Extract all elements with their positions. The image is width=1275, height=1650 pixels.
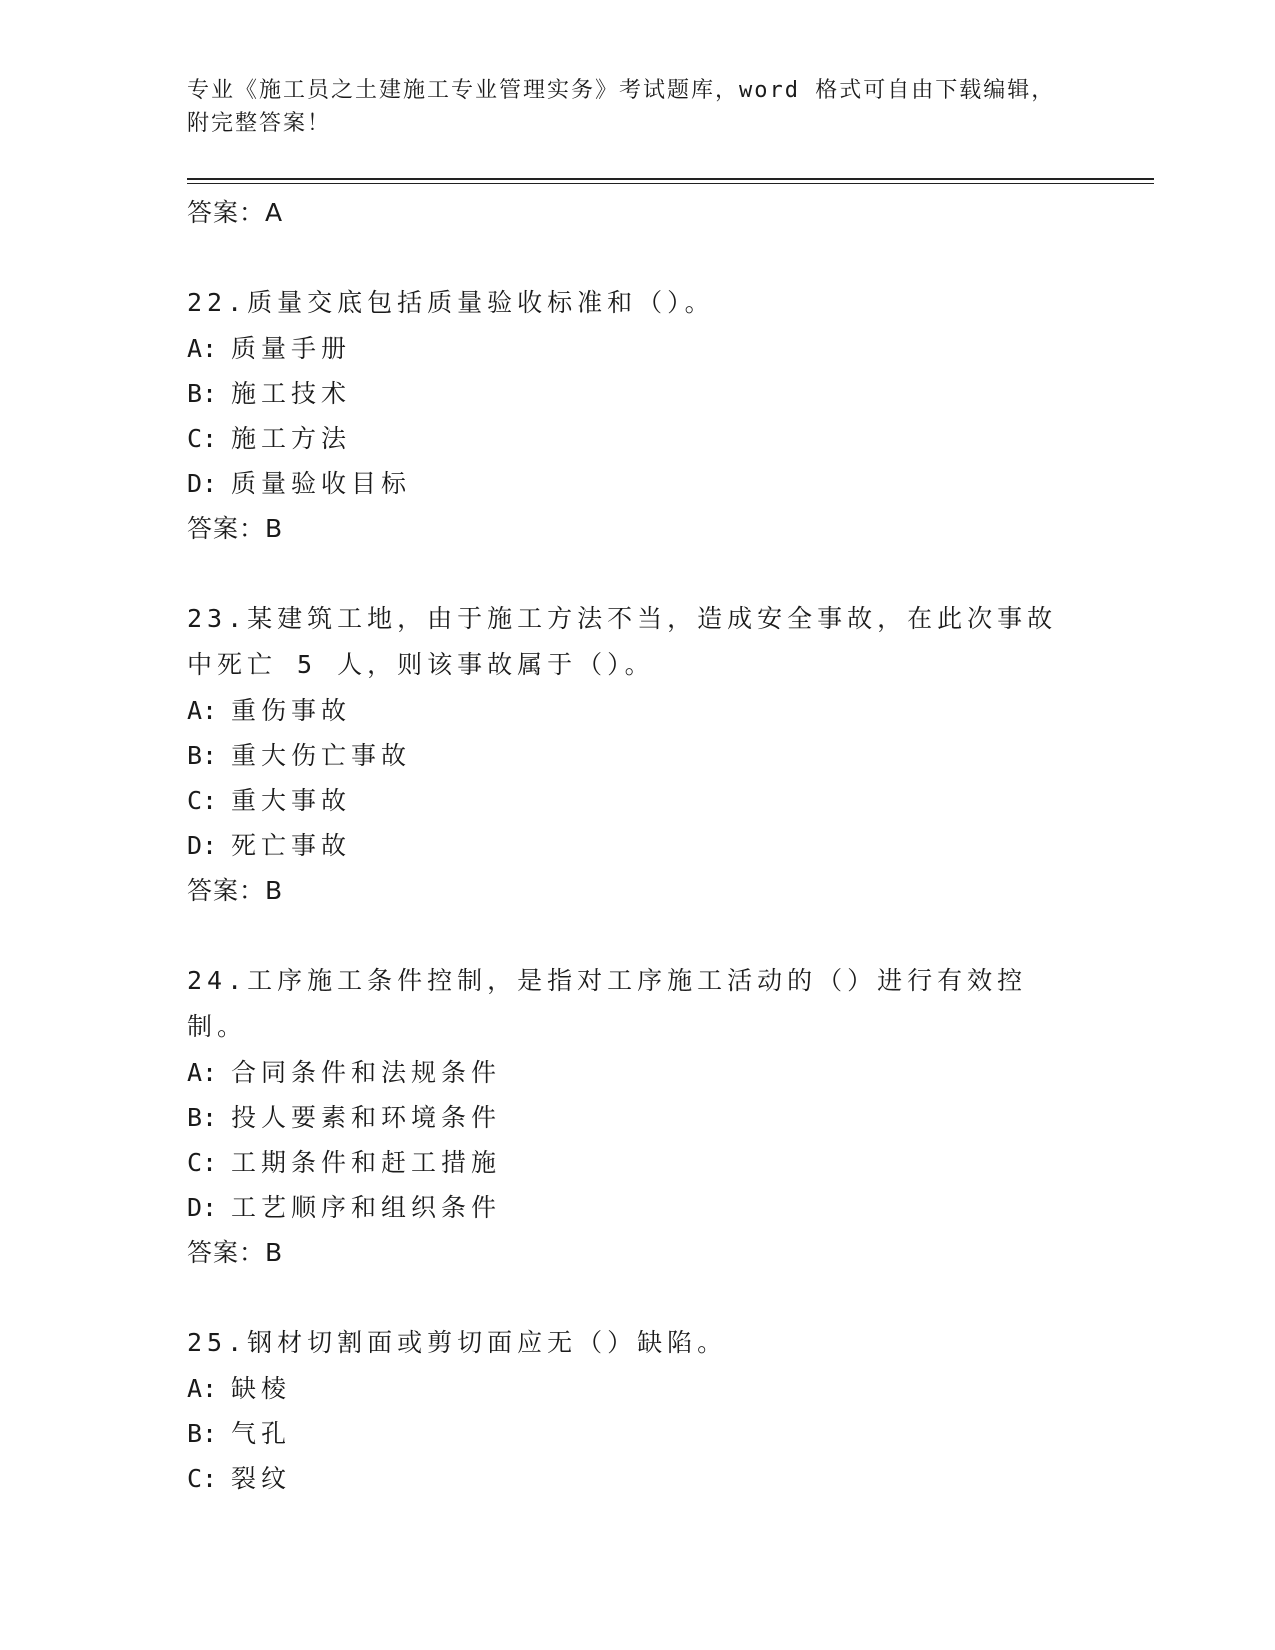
question-text: 25.钢材切割面或剪切面应无（）缺陷。 xyxy=(187,1328,728,1357)
option-b xyxy=(187,371,1154,416)
question-block xyxy=(187,1320,1154,1501)
option-letter: B: xyxy=(187,379,218,408)
document-header: 专业《施工员之土建施工专业管理实务》考试题库，word 格式可自由下载编辑， 附完整答案！ xyxy=(187,78,1056,136)
option-text: 施工技术 xyxy=(231,379,352,408)
header-divider-thick xyxy=(187,178,1154,180)
option-text: 工艺顺序和组织条件 xyxy=(231,1193,502,1222)
option-text: 施工方法 xyxy=(231,424,352,453)
option-letter: D: xyxy=(187,831,218,860)
option-c xyxy=(187,1140,1154,1185)
option-text: 合同条件和法规条件 xyxy=(231,1058,502,1087)
option-a xyxy=(187,326,1154,371)
option-b xyxy=(187,1411,1154,1456)
option-text: 裂纹 xyxy=(231,1464,292,1493)
option-c xyxy=(187,1456,1154,1501)
question-text: 24.工序施工条件控制，是指对工序施工活动的（）进行有效控制。 xyxy=(187,966,1028,1041)
answer-line: 答案：B xyxy=(187,876,284,905)
option-c xyxy=(187,778,1154,823)
question-text: 23.某建筑工地，由于施工方法不当，造成安全事故，在此次事故中死亡 5 人，则该事故属于（）。 xyxy=(187,604,1058,679)
option-text: 投人要素和环境条件 xyxy=(231,1103,502,1132)
option-d xyxy=(187,461,1154,506)
option-letter: B: xyxy=(187,741,218,770)
option-text: 重大事故 xyxy=(231,786,352,815)
option-d xyxy=(187,1185,1154,1230)
option-text: 缺棱 xyxy=(231,1374,292,1403)
question-list xyxy=(187,190,1154,1501)
question-block xyxy=(187,958,1154,1275)
option-b xyxy=(187,1095,1154,1140)
option-letter: C: xyxy=(187,786,218,815)
option-text: 重伤事故 xyxy=(231,696,352,725)
answer-line: 答案：B xyxy=(187,514,284,543)
option-text: 死亡事故 xyxy=(231,831,352,860)
option-text: 质量验收目标 xyxy=(231,469,412,498)
option-letter: C: xyxy=(187,424,218,453)
answer-line: 答案：B xyxy=(187,1238,284,1267)
option-letter: A: xyxy=(187,1374,218,1403)
option-letter: D: xyxy=(187,1193,218,1222)
option-text: 气孔 xyxy=(231,1419,292,1448)
option-a xyxy=(187,1050,1154,1095)
question-text: 22.质量交底包括质量验收标准和（）。 xyxy=(187,288,715,317)
option-letter: C: xyxy=(187,1148,218,1177)
option-letter: A: xyxy=(187,696,218,725)
option-a xyxy=(187,1366,1154,1411)
option-letter: B: xyxy=(187,1103,218,1132)
option-a xyxy=(187,688,1154,733)
question-block xyxy=(187,280,1154,551)
option-d xyxy=(187,823,1154,868)
option-letter: C: xyxy=(187,1464,218,1493)
option-letter: B: xyxy=(187,1419,218,1448)
option-letter: A: xyxy=(187,334,218,363)
option-c xyxy=(187,416,1154,461)
question-block xyxy=(187,596,1154,913)
answer-line: 答案：A xyxy=(187,198,284,227)
option-text: 质量手册 xyxy=(231,334,352,363)
option-text: 工期条件和赶工措施 xyxy=(231,1148,502,1177)
option-text: 重大伤亡事故 xyxy=(231,741,412,770)
document-page xyxy=(187,0,1154,1650)
option-letter: D: xyxy=(187,469,218,498)
option-letter: A: xyxy=(187,1058,218,1087)
header-divider-thin xyxy=(187,183,1154,184)
option-b xyxy=(187,733,1154,778)
